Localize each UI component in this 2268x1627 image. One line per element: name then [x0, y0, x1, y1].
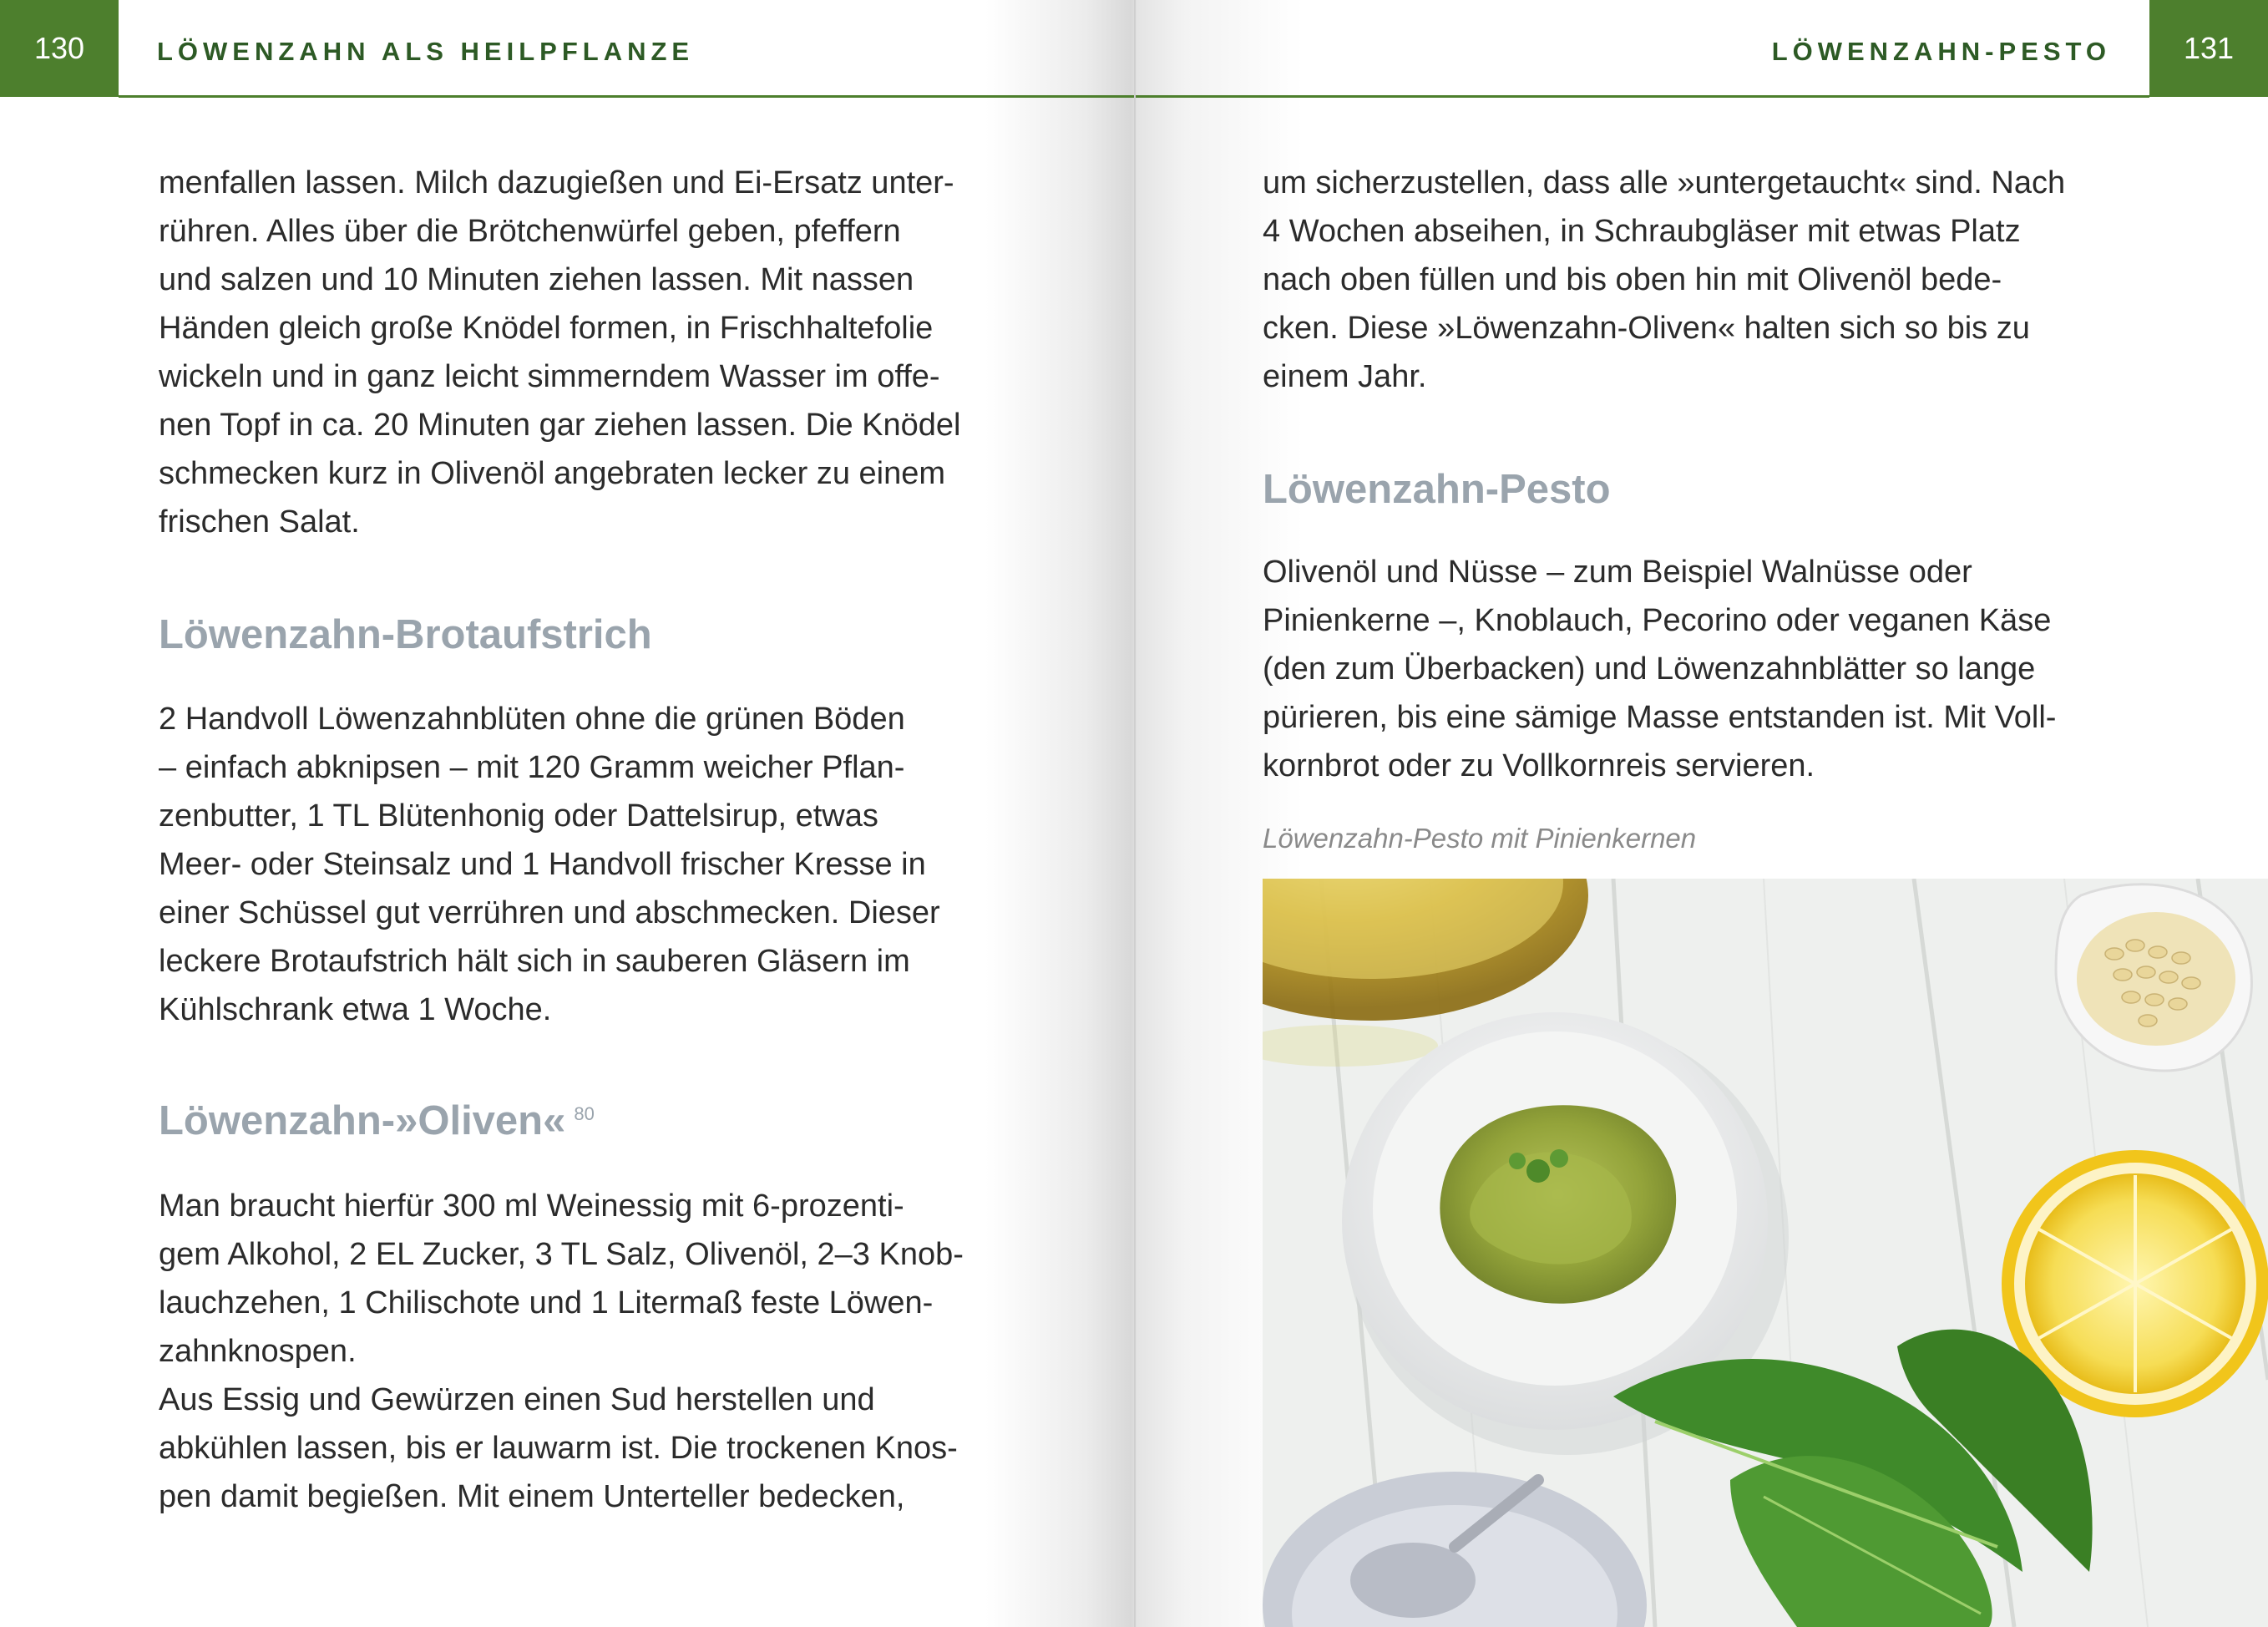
paragraph-pesto: Olivenöl und Nüsse – zum Beispiel Walnüsse oder Pinienkerne –, Knoblauch, Pecorino oder veganen Käse (den zum Überbacken) und Löwenzahnblätter so lange pürieren, bis eine sämige Masse entstanden ist. Mit Voll- kornbrot oder zu Vollkornreis servieren. — [1263, 555, 2057, 783]
right-running-title: LÖWENZAHN-PESTO — [1771, 37, 2111, 66]
photo-caption: Löwenzahn-Pesto mit Pinienkernen — [1263, 823, 1697, 854]
right-paragraph-continued: um sicherzustellen, dass alle »untergetaucht« sind. Nach 4 Wochen abseihen, in Schraubgläser mit etwas Platz nach oben füllen und bis oben hin mit Olivenöl bede- cken. Diese »Löwenzahn-Oliven« halten sich so bis zu einem Jahr. — [1263, 165, 2066, 394]
right-header-rule — [1136, 95, 2149, 98]
left-page-number: 130 — [0, 0, 119, 97]
heading-oliven-text: Löwenzahn-»Oliven« — [159, 1098, 566, 1143]
paragraph-oliven: Man braucht hierfür 300 ml Weinessig mit 6-prozenti- gem Alkohol, 2 EL Zucker, 3 TL Salz, Olivenöl, 2–3 Knob- lauchzehen, 1 Chilischote und 1 Litermaß feste Löwen- zahnknospen. Aus Essig und Gewürzen einen Sud herstellen und abkühlen lassen, bis er lauwarm ist. Die trockenen Knos- pen damit begießen. Mit einem Unterteller bedecken, — [159, 1189, 964, 1514]
footnote-reference: 80 — [574, 1102, 595, 1124]
left-paragraph-continued: menfallen lassen. Milch dazugießen und Ei-Ersatz unter- rühren. Alles über die Brötchenwürfel geben, pfeffern und salzen und 10 Minuten ziehen lassen. Mit nassen Händen gleich große Knödel formen, in Frischhaltefolie wickeln und in ganz leicht simmerndem Wasser im offe- nen Topf in ca. 20 Minuten gar ziehen lassen. Die Knödel schmecken kurz in Olivenöl angebraten lecker zu einem frischen Salat. — [159, 165, 961, 540]
right-page-number: 131 — [2149, 0, 2268, 97]
heading-pesto: Löwenzahn-Pesto — [1263, 467, 1611, 512]
right-page-header — [1136, 0, 2268, 97]
paragraph-brotaufstrich: 2 Handvoll Löwenzahnblüten ohne die grünen Böden – einfach abknipsen – mit 120 Gramm weicher Pflan- zenbutter, 1 TL Blütenhonig oder Dattelsirup, etwas Meer- oder Steinsalz und 1 Handvoll frischer Kresse in einer Schüssel gut verrühren und abschmecken. Dieser leckere Brotaufstrich hält sich in sauberen Gläsern im Kühlschrank etwa 1 Woche. — [159, 702, 940, 1027]
left-running-title: LÖWENZAHN ALS HEILPFLANZE — [157, 37, 695, 66]
book-gutter — [1134, 0, 1136, 1627]
left-page-header — [0, 0, 1134, 97]
pesto-photo — [1263, 879, 2268, 1627]
heading-brotaufstrich: Löwenzahn-Brotaufstrich — [159, 612, 652, 657]
heading-oliven — [159, 1097, 595, 1144]
left-header-rule — [119, 95, 1134, 98]
